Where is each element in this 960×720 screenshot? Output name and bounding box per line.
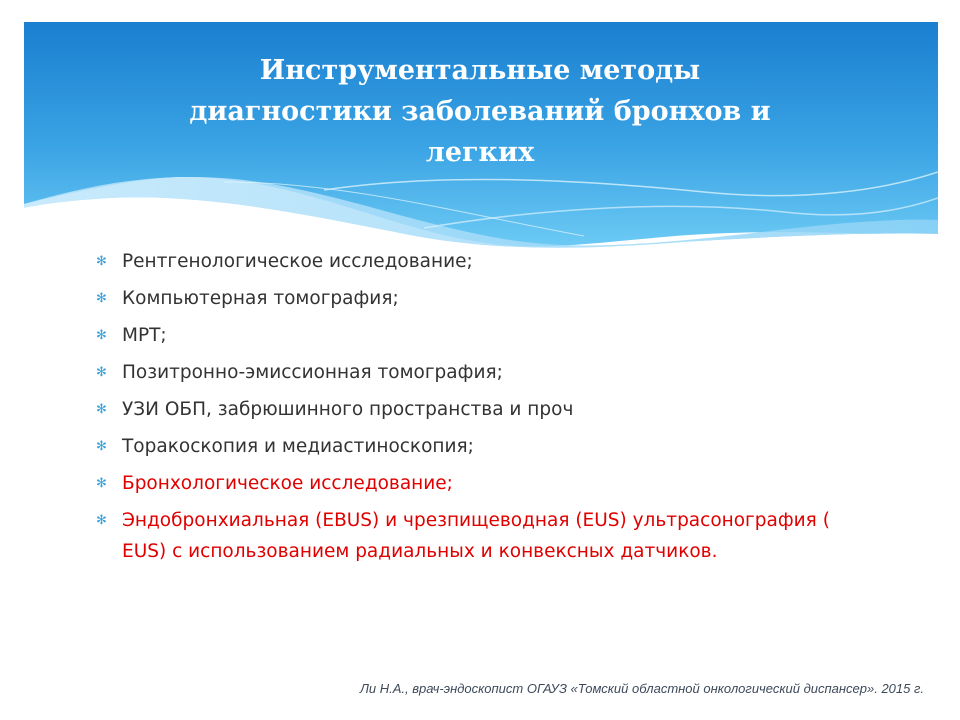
list-item — [92, 394, 852, 425]
list-item-highlighted — [92, 505, 852, 567]
list-item — [92, 246, 852, 277]
list-item-text: Бронхологическое исследование; — [122, 473, 453, 494]
asterisk-bullet-icon: ✻ — [96, 254, 107, 269]
list-item — [92, 283, 852, 314]
list-item-text: МРТ; — [122, 325, 167, 346]
list-item — [92, 320, 852, 351]
title-line: диагностики заболеваний бронхов и — [189, 96, 771, 127]
list-item-text: УЗИ ОБП, забрюшинного пространства и проч — [122, 399, 574, 420]
list-item-highlighted — [92, 468, 852, 499]
list-item-text: Позитронно-эмиссионная томография; — [122, 362, 503, 383]
list-item-text: Торакоскопия и медиастиноскопия; — [122, 436, 474, 457]
author-footer: Ли Н.А., врач-эндоскопист ОГАУЗ «Томский областной онкологический диспансер». 2015 г. — [359, 681, 924, 696]
title-line: легких — [425, 137, 535, 168]
asterisk-bullet-icon: ✻ — [96, 439, 107, 454]
list-item — [92, 431, 852, 462]
asterisk-bullet-icon: ✻ — [96, 476, 107, 491]
asterisk-bullet-icon: ✻ — [96, 365, 107, 380]
list-item-text: Компьютерная томография; — [122, 288, 399, 309]
asterisk-bullet-icon: ✻ — [96, 402, 107, 417]
methods-list — [92, 246, 852, 573]
title-line: Инструментальные методы — [259, 55, 701, 86]
slide-title — [130, 50, 830, 173]
list-item-text: Рентгенологическое исследование; — [122, 251, 473, 272]
list-item — [92, 357, 852, 388]
asterisk-bullet-icon: ✻ — [96, 328, 107, 343]
asterisk-bullet-icon: ✻ — [96, 513, 107, 528]
list-item-text: Эндобронхиальная (EBUS) и чрезпищеводная (EUS) ультрасонография ( EUS) с использованием радиальных и конвексных датчиков. — [122, 510, 830, 562]
asterisk-bullet-icon: ✻ — [96, 291, 107, 306]
